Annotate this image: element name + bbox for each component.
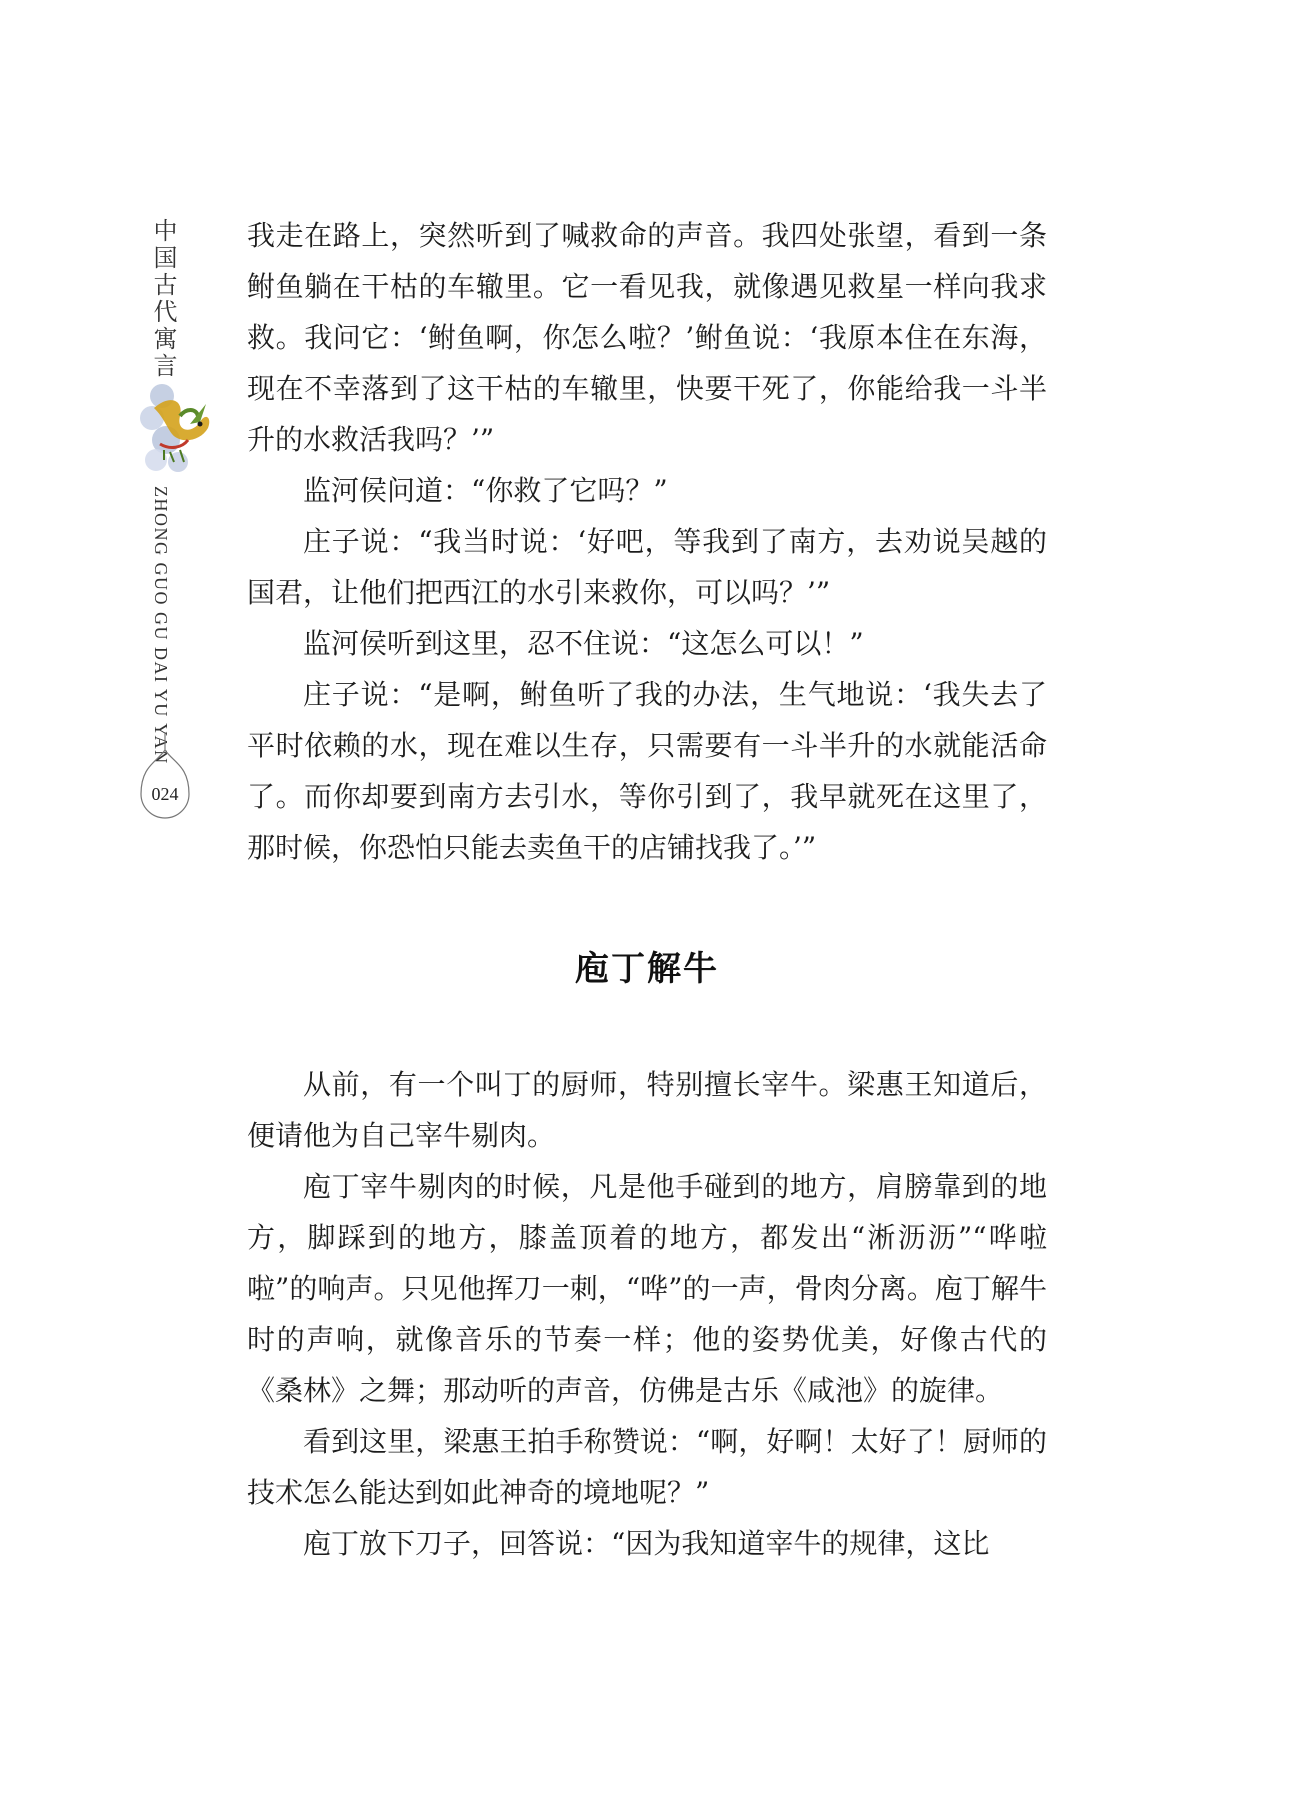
sidebar [120, 218, 210, 838]
story-title: 庖丁解牛 [575, 949, 719, 989]
story2-paragraph: 庖丁宰牛剔肉的时候，凡是他手碰到的地方，肩膀靠到的地方，脚踩到的地方，膝盖顶着的地方，都发出“淅沥沥”“哗啦啦”的响声。只见他挥刀一刺，“哗”的一声，骨肉分离。庖丁解牛时的声响，就像音乐的节奏一样；他的姿势优美，好像古代的《桑林》之舞；那动听的声音，仿佛是古乐《咸池》的旋律。 [247, 1170, 1047, 1407]
page-number: 024 [151, 784, 179, 804]
page-number-badge [133, 732, 197, 828]
story2-paragraph: 庖丁放下刀子，回答说：“因为我知道宰牛的规律，这比 [303, 1527, 990, 1560]
story1-paragraph: 我走在路上，突然听到了喊救命的声音。我四处张望，看到一条鲋鱼躺在干枯的车辙里。它一看见我，就像遇见救星一样向我求救。我问它：‘鲋鱼啊，你怎么啦？’鲋鱼说：‘我原本住在东海，现在不幸落到了这干枯的车辙里，快要干死了，你能给我一斗半升的水救活我吗？’” [247, 219, 1047, 456]
book-title: 中国古代寓言 [149, 218, 177, 380]
dragon-emblem-icon [140, 378, 216, 474]
story1-paragraph: 监河侯听到这里，忍不住说：“这怎么可以！” [303, 627, 864, 660]
story1-paragraph: 庄子说：“是啊，鲋鱼听了我的办法，生气地说：‘我失去了平时依赖的水，现在难以生存，只需要有一斗半升的水就能活命了。而你却要到南方去引水，等你引到了，我早就死在这里了，那时候，你恐怕只能去卖鱼干的店铺找我了。’” [247, 678, 1047, 864]
story2-paragraph: 看到这里，梁惠王拍手称赞说：“啊，好啊！太好了！厨师的技术怎么能达到如此神奇的境地呢？” [247, 1425, 1047, 1509]
page-number-frame [133, 732, 197, 828]
story1-paragraph: 庄子说：“我当时说：‘好吧，等我到了南方，去劝说吴越的国君，让他们把西江的水引来救你，可以吗？’” [247, 525, 1047, 609]
book-title-pinyin: ZHONG GUO GU DAI YU YAN [151, 486, 171, 765]
story2-paragraph: 从前，有一个叫丁的厨师，特别擅长宰牛。梁惠王知道后，便请他为自己宰牛剔肉。 [247, 1068, 1047, 1152]
story1-paragraph: 监河侯问道：“你救了它吗？” [303, 474, 668, 507]
main-text [247, 210, 1047, 1569]
